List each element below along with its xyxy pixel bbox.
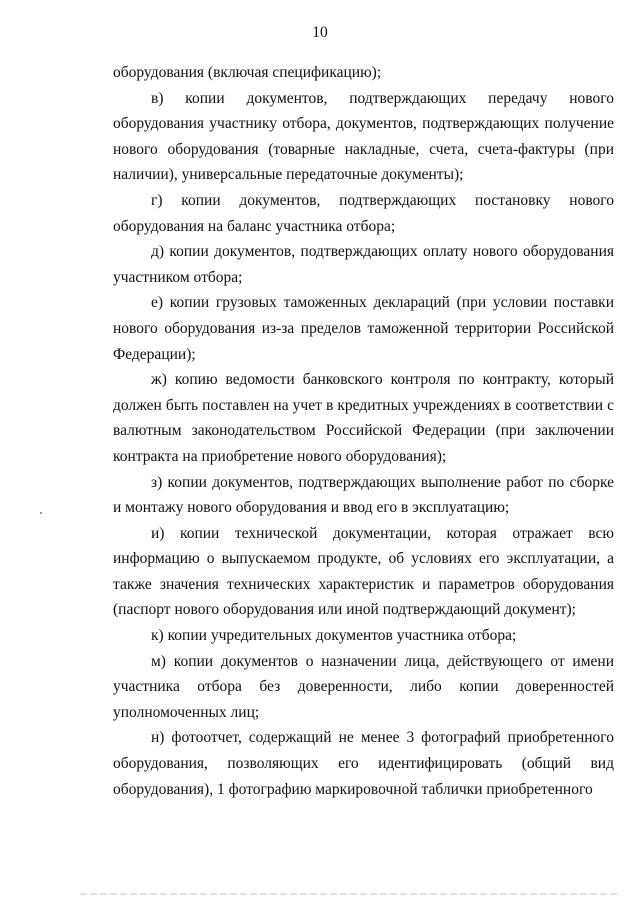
scan-bottom-edge [80, 893, 620, 895]
document-body [113, 60, 614, 802]
page-number: 10 [312, 24, 328, 41]
paragraph-item-i: и) копии технической документации, которая отражает всю информацию о выпускаемом продукте, об условиях его эксплуатации, а также значения технических характеристик и параметров оборудования (паспорт нового оборудования или иной подтверждающий документ); [113, 524, 614, 619]
paragraph-item-n: н) фотоотчет, содержащий не менее 3 фотографий приобретенного оборудования, позволяющих его идентифицировать (общий вид оборудования), 1 фотографию маркировочной таблички приобретенного [113, 729, 614, 798]
paragraph-item-v: в) копии документов, подтверждающих передачу нового оборудования участнику отбора, документов, подтверждающих получение нового оборудования (товарные накладные, счета, счета-фактуры (при наличии), универсальные передаточные документы); [113, 89, 614, 184]
scan-speck [40, 512, 42, 514]
paragraph-item-zh: ж) копию ведомости банковского контроля по контракту, который должен быть поставлен на учет в кредитных учреждениях в соответствии с валютным законодательством Российской Федерации (при заключении контракта на приобретение нового оборудования); [113, 371, 614, 465]
paragraph-item-d: д) копии документов, подтверждающих оплату нового оборудования участником отбора; [113, 243, 614, 286]
paragraph-item-m: м) копии документов о назначении лица, действующего от имени участника отбора без доверенности, либо копии доверенностей уполномоченных лиц; [113, 652, 614, 721]
paragraph-item-k: к) копии учредительных документов участника отбора; [151, 627, 517, 645]
paragraph-item-g: г) копии документов, подтверждающих постановку нового оборудования на баланс участника отбора; [113, 191, 614, 235]
paragraph-continuation: оборудования (включая спецификацию); [113, 64, 382, 81]
paragraph-item-z: з) копии документов, подтверждающих выполнение работ по сборке и монтажу нового оборудования и ввод его в эксплуатацию; [113, 473, 614, 517]
paragraph-item-e: е) копии грузовых таможенных деклараций (при условии поставки нового оборудования из-за пределов таможенной территории Российской Федерации); [113, 294, 614, 363]
